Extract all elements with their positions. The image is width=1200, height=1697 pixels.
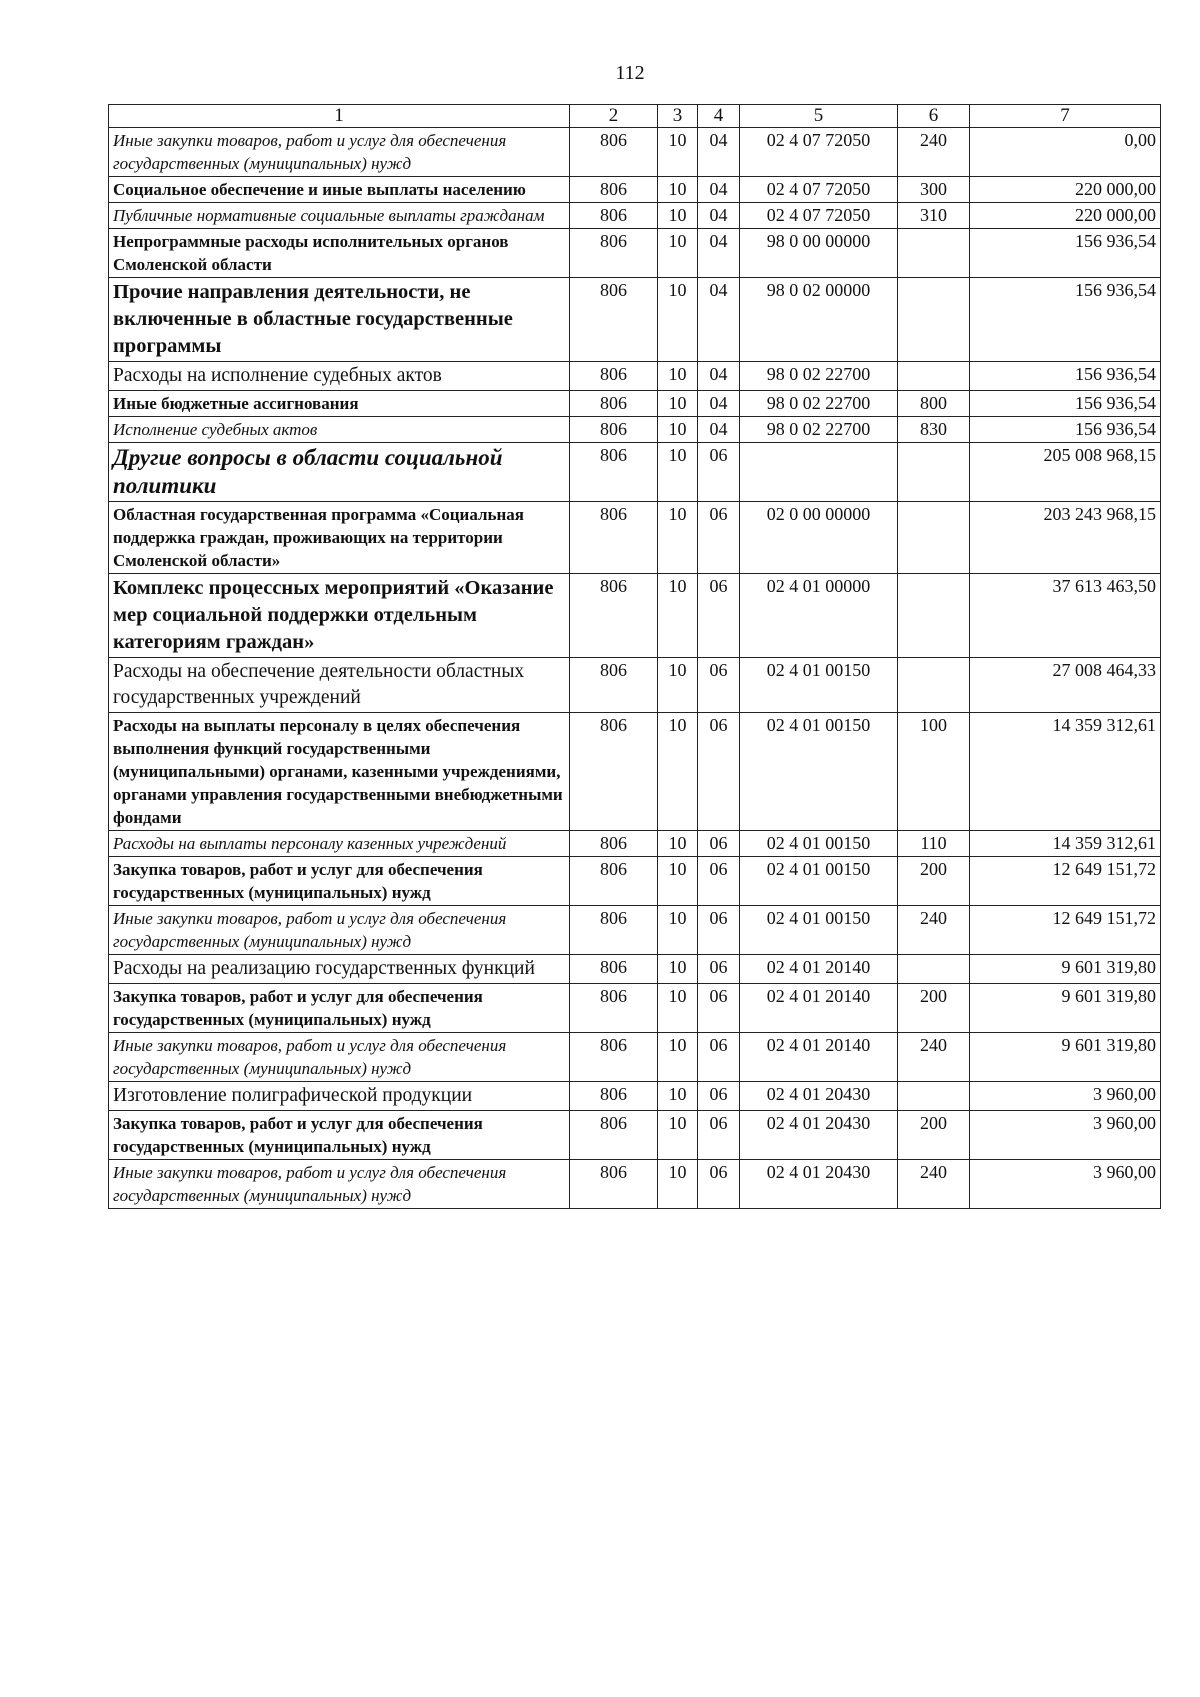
row-target-article: 98 0 02 00000 — [740, 278, 898, 362]
row-name: Непрограммные расходы исполнительных органов Смоленской области — [109, 229, 570, 278]
row-subsection-code: 06 — [698, 906, 740, 955]
row-expense-type: 240 — [898, 1033, 970, 1082]
row-expense-type: 100 — [898, 713, 970, 831]
column-header-1: 1 — [109, 105, 570, 128]
row-admin-code: 806 — [570, 128, 658, 177]
row-subsection-code: 06 — [698, 955, 740, 984]
row-amount: 3 960,00 — [970, 1160, 1161, 1209]
row-subsection-code: 06 — [698, 1111, 740, 1160]
row-expense-type — [898, 658, 970, 713]
row-expense-type: 240 — [898, 128, 970, 177]
row-admin-code: 806 — [570, 574, 658, 658]
row-section-code: 10 — [658, 984, 698, 1033]
row-admin-code: 806 — [570, 984, 658, 1033]
row-target-article: 02 4 01 20430 — [740, 1082, 898, 1111]
row-admin-code: 806 — [570, 177, 658, 203]
row-amount: 156 936,54 — [970, 417, 1161, 443]
row-subsection-code: 04 — [698, 362, 740, 391]
column-header-3: 3 — [658, 105, 698, 128]
row-expense-type: 200 — [898, 1111, 970, 1160]
row-subsection-code: 06 — [698, 1082, 740, 1111]
row-amount: 12 649 151,72 — [970, 906, 1161, 955]
row-section-code: 10 — [658, 278, 698, 362]
row-amount: 14 359 312,61 — [970, 831, 1161, 857]
row-subsection-code: 04 — [698, 177, 740, 203]
row-section-code: 10 — [658, 443, 698, 502]
table-row — [109, 229, 1161, 278]
row-amount: 156 936,54 — [970, 391, 1161, 417]
row-name: Расходы на реализацию государственных функций — [109, 955, 570, 984]
row-section-code: 10 — [658, 658, 698, 713]
row-admin-code: 806 — [570, 1082, 658, 1111]
row-amount: 14 359 312,61 — [970, 713, 1161, 831]
row-amount: 3 960,00 — [970, 1082, 1161, 1111]
row-subsection-code: 04 — [698, 229, 740, 278]
row-expense-type: 310 — [898, 203, 970, 229]
row-target-article: 02 4 07 72050 — [740, 177, 898, 203]
table-row — [109, 857, 1161, 906]
row-subsection-code: 04 — [698, 203, 740, 229]
row-name: Иные закупки товаров, работ и услуг для обеспечения государственных (муниципальных) нужд — [109, 1160, 570, 1209]
row-amount: 156 936,54 — [970, 362, 1161, 391]
table-row — [109, 128, 1161, 177]
row-name: Закупка товаров, работ и услуг для обеспечения государственных (муниципальных) нужд — [109, 857, 570, 906]
table-row — [109, 906, 1161, 955]
row-subsection-code: 06 — [698, 443, 740, 502]
row-subsection-code: 04 — [698, 128, 740, 177]
row-amount: 37 613 463,50 — [970, 574, 1161, 658]
row-subsection-code: 06 — [698, 984, 740, 1033]
table-row — [109, 203, 1161, 229]
row-section-code: 10 — [658, 857, 698, 906]
row-subsection-code: 06 — [698, 1033, 740, 1082]
row-section-code: 10 — [658, 955, 698, 984]
row-name: Исполнение судебных актов — [109, 417, 570, 443]
row-section-code: 10 — [658, 1082, 698, 1111]
table-row — [109, 984, 1161, 1033]
row-subsection-code: 04 — [698, 278, 740, 362]
row-target-article: 02 4 01 00150 — [740, 713, 898, 831]
row-admin-code: 806 — [570, 203, 658, 229]
row-amount: 27 008 464,33 — [970, 658, 1161, 713]
row-admin-code: 806 — [570, 831, 658, 857]
row-amount: 156 936,54 — [970, 229, 1161, 278]
row-expense-type: 110 — [898, 831, 970, 857]
row-name: Иные бюджетные ассигнования — [109, 391, 570, 417]
row-expense-type: 240 — [898, 1160, 970, 1209]
row-expense-type: 240 — [898, 906, 970, 955]
row-admin-code: 806 — [570, 391, 658, 417]
row-section-code: 10 — [658, 391, 698, 417]
row-subsection-code: 06 — [698, 574, 740, 658]
row-subsection-code: 04 — [698, 417, 740, 443]
row-amount: 205 008 968,15 — [970, 443, 1161, 502]
row-target-article: 02 4 01 00150 — [740, 906, 898, 955]
row-section-code: 10 — [658, 362, 698, 391]
column-header-2: 2 — [570, 105, 658, 128]
row-amount: 203 243 968,15 — [970, 502, 1161, 574]
row-name: Прочие направления деятельности, не включенные в областные государственные программы — [109, 278, 570, 362]
row-amount: 9 601 319,80 — [970, 1033, 1161, 1082]
row-name: Расходы на выплаты персоналу в целях обеспечения выполнения функций государственными (муниципальными) органами, казенными учреждениями, органами управления государственными внебюджетными фондами — [109, 713, 570, 831]
row-expense-type — [898, 229, 970, 278]
row-admin-code: 806 — [570, 658, 658, 713]
row-amount: 220 000,00 — [970, 177, 1161, 203]
table-row — [109, 574, 1161, 658]
header-row — [109, 105, 1161, 128]
row-name: Изготовление полиграфической продукции — [109, 1082, 570, 1111]
row-target-article: 98 0 02 22700 — [740, 391, 898, 417]
table-row — [109, 362, 1161, 391]
table-row — [109, 1033, 1161, 1082]
table-row — [109, 443, 1161, 502]
row-target-article: 98 0 02 22700 — [740, 362, 898, 391]
column-header-4: 4 — [698, 105, 740, 128]
row-expense-type — [898, 502, 970, 574]
row-section-code: 10 — [658, 713, 698, 831]
row-expense-type: 200 — [898, 984, 970, 1033]
row-expense-type: 200 — [898, 857, 970, 906]
row-admin-code: 806 — [570, 713, 658, 831]
row-subsection-code: 06 — [698, 831, 740, 857]
row-admin-code: 806 — [570, 1160, 658, 1209]
row-amount: 156 936,54 — [970, 278, 1161, 362]
row-target-article: 98 0 00 00000 — [740, 229, 898, 278]
row-target-article: 02 0 00 00000 — [740, 502, 898, 574]
row-name: Областная государственная программа «Социальная поддержка граждан, проживающих на территории Смоленской области» — [109, 502, 570, 574]
row-subsection-code: 06 — [698, 1160, 740, 1209]
row-target-article: 02 4 01 00150 — [740, 857, 898, 906]
row-admin-code: 806 — [570, 1033, 658, 1082]
table-row — [109, 1082, 1161, 1111]
row-subsection-code: 04 — [698, 391, 740, 417]
row-target-article: 02 4 01 20140 — [740, 955, 898, 984]
row-name: Закупка товаров, работ и услуг для обеспечения государственных (муниципальных) нужд — [109, 984, 570, 1033]
row-section-code: 10 — [658, 203, 698, 229]
table-row — [109, 955, 1161, 984]
row-expense-type: 800 — [898, 391, 970, 417]
row-amount: 9 601 319,80 — [970, 984, 1161, 1033]
table-row — [109, 391, 1161, 417]
row-section-code: 10 — [658, 574, 698, 658]
row-name: Социальное обеспечение и иные выплаты населению — [109, 177, 570, 203]
row-name: Иные закупки товаров, работ и услуг для обеспечения государственных (муниципальных) нужд — [109, 128, 570, 177]
row-target-article: 02 4 01 20140 — [740, 1033, 898, 1082]
row-name: Комплекс процессных мероприятий «Оказание мер социальной поддержки отдельным категориям граждан» — [109, 574, 570, 658]
row-subsection-code: 06 — [698, 857, 740, 906]
row-target-article: 02 4 01 20430 — [740, 1160, 898, 1209]
row-name: Расходы на выплаты персоналу казенных учреждений — [109, 831, 570, 857]
table-row — [109, 502, 1161, 574]
row-expense-type — [898, 955, 970, 984]
row-admin-code: 806 — [570, 955, 658, 984]
row-subsection-code: 06 — [698, 658, 740, 713]
column-header-6: 6 — [898, 105, 970, 128]
row-subsection-code: 06 — [698, 713, 740, 831]
row-target-article: 02 4 07 72050 — [740, 203, 898, 229]
row-expense-type: 300 — [898, 177, 970, 203]
column-header-5: 5 — [740, 105, 898, 128]
row-amount: 3 960,00 — [970, 1111, 1161, 1160]
row-section-code: 10 — [658, 831, 698, 857]
row-section-code: 10 — [658, 417, 698, 443]
row-name: Другие вопросы в области социальной политики — [109, 443, 570, 502]
row-target-article: 02 4 01 20140 — [740, 984, 898, 1033]
row-admin-code: 806 — [570, 502, 658, 574]
row-name: Закупка товаров, работ и услуг для обеспечения государственных (муниципальных) нужд — [109, 1111, 570, 1160]
row-section-code: 10 — [658, 128, 698, 177]
row-name: Иные закупки товаров, работ и услуг для обеспечения государственных (муниципальных) нужд — [109, 906, 570, 955]
row-amount: 9 601 319,80 — [970, 955, 1161, 984]
row-admin-code: 806 — [570, 857, 658, 906]
row-section-code: 10 — [658, 177, 698, 203]
table-row — [109, 831, 1161, 857]
row-admin-code: 806 — [570, 1111, 658, 1160]
row-admin-code: 806 — [570, 443, 658, 502]
table-row — [109, 658, 1161, 713]
row-admin-code: 806 — [570, 278, 658, 362]
table-row — [109, 177, 1161, 203]
column-header-7: 7 — [970, 105, 1161, 128]
row-target-article — [740, 443, 898, 502]
row-expense-type: 830 — [898, 417, 970, 443]
row-expense-type — [898, 278, 970, 362]
row-section-code: 10 — [658, 906, 698, 955]
row-admin-code: 806 — [570, 417, 658, 443]
row-section-code: 10 — [658, 1033, 698, 1082]
row-section-code: 10 — [658, 229, 698, 278]
row-expense-type — [898, 443, 970, 502]
row-admin-code: 806 — [570, 229, 658, 278]
row-amount: 220 000,00 — [970, 203, 1161, 229]
row-target-article: 02 4 01 00000 — [740, 574, 898, 658]
row-target-article: 98 0 02 22700 — [740, 417, 898, 443]
row-name: Расходы на обеспечение деятельности областных государственных учреждений — [109, 658, 570, 713]
row-amount: 0,00 — [970, 128, 1161, 177]
page-number: 112 — [615, 62, 645, 84]
row-admin-code: 806 — [570, 906, 658, 955]
row-section-code: 10 — [658, 1160, 698, 1209]
table-row — [109, 713, 1161, 831]
row-admin-code: 806 — [570, 362, 658, 391]
row-expense-type — [898, 362, 970, 391]
row-expense-type — [898, 574, 970, 658]
row-subsection-code: 06 — [698, 502, 740, 574]
row-target-article: 02 4 01 20430 — [740, 1111, 898, 1160]
table-row — [109, 1160, 1161, 1209]
table-body — [109, 128, 1161, 1209]
row-section-code: 10 — [658, 502, 698, 574]
table-row — [109, 1111, 1161, 1160]
row-name: Публичные нормативные социальные выплаты гражданам — [109, 203, 570, 229]
table-row — [109, 417, 1161, 443]
row-name: Расходы на исполнение судебных актов — [109, 362, 570, 391]
row-amount: 12 649 151,72 — [970, 857, 1161, 906]
table-row — [109, 278, 1161, 362]
row-target-article: 02 4 07 72050 — [740, 128, 898, 177]
row-expense-type — [898, 1082, 970, 1111]
budget-table — [108, 104, 1161, 1209]
row-name: Иные закупки товаров, работ и услуг для обеспечения государственных (муниципальных) нужд — [109, 1033, 570, 1082]
row-target-article: 02 4 01 00150 — [740, 831, 898, 857]
row-target-article: 02 4 01 00150 — [740, 658, 898, 713]
row-section-code: 10 — [658, 1111, 698, 1160]
